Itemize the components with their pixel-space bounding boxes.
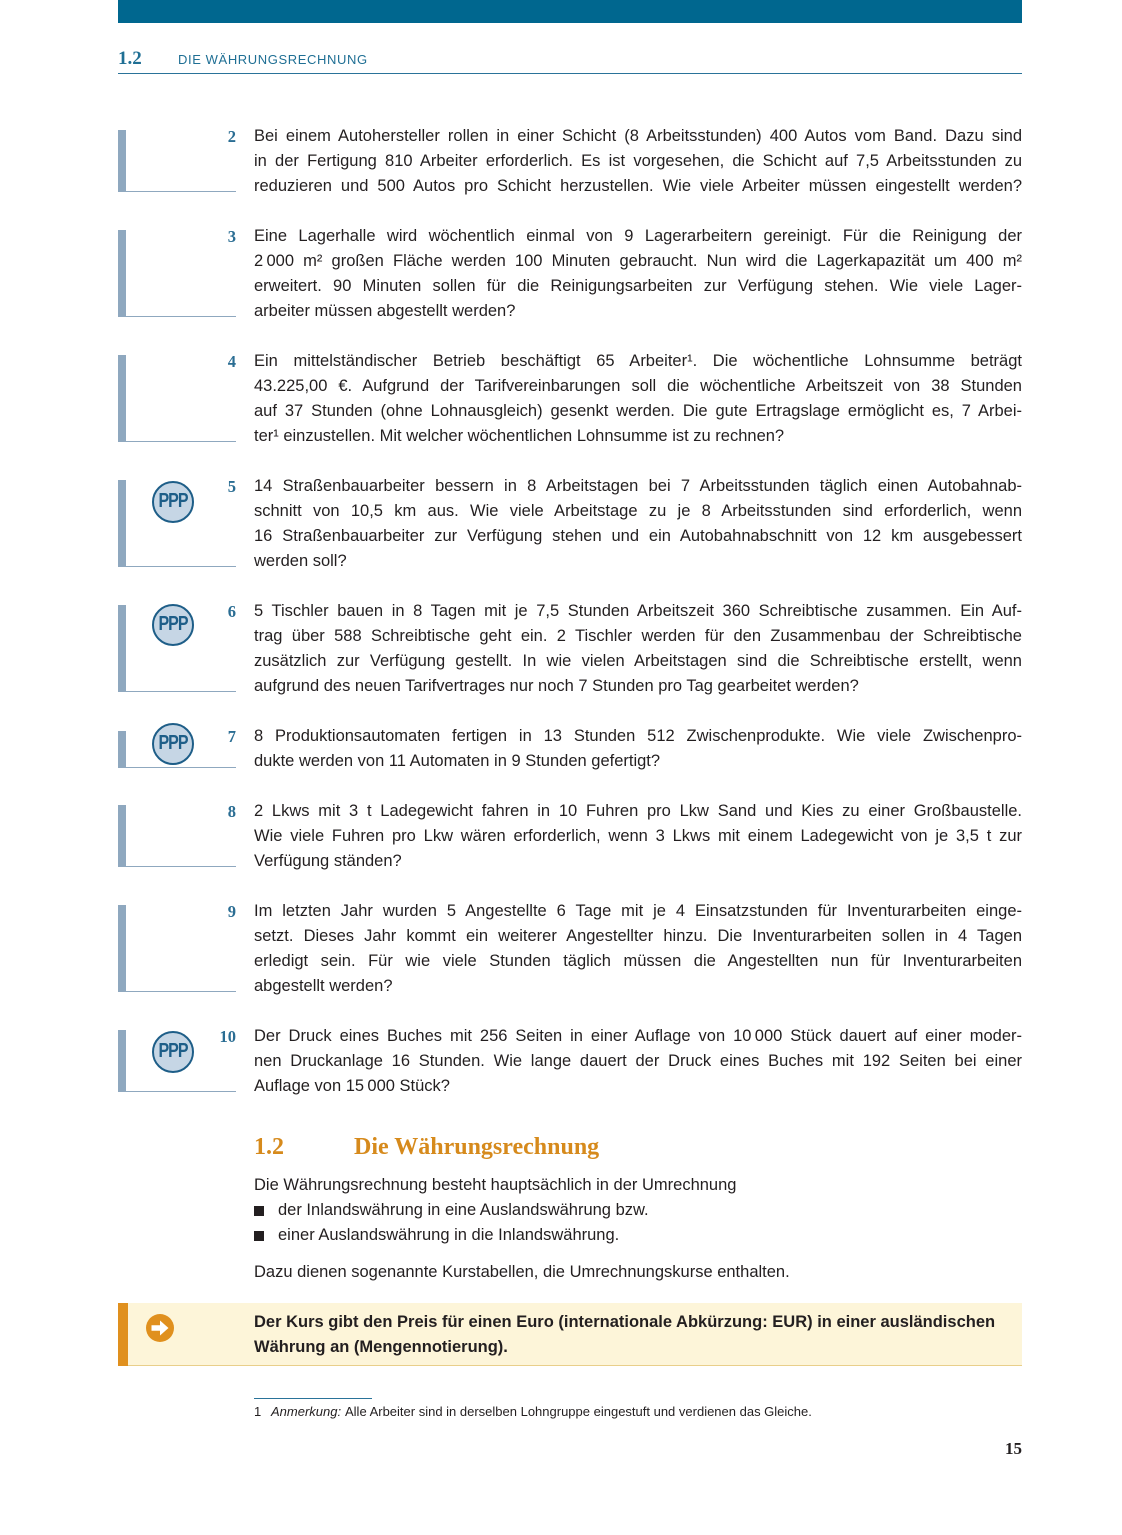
top-color-bar bbox=[118, 0, 1022, 23]
definition-line: Der Kurs gibt den Preis für einen Euro (internationale Abkürzung: EUR) in einer ausländischen bbox=[254, 1313, 996, 1331]
footnote-marker: 1 bbox=[254, 1404, 262, 1419]
text-line: Verfügung ständen? bbox=[254, 852, 402, 870]
exercise-10 bbox=[0, 1024, 1122, 1124]
margin-bar bbox=[118, 805, 126, 867]
text-line: Wie viele Fuhren pro Lkw wären erforderlich, wenn 3 Lkws mit einem Ladegewicht von je 3,5 t zur bbox=[254, 827, 1022, 845]
definition-accent-bar bbox=[118, 1303, 128, 1366]
header-rule bbox=[118, 73, 1022, 74]
exercise-number: 7 bbox=[227, 727, 236, 746]
ppp-label: PPP bbox=[158, 613, 188, 635]
text-line: 16 Straßenbauarbeiter zur Verfügung stehen und ein Autobahnabschnitt von 12 km ausgebessert bbox=[254, 527, 1022, 545]
text-line: werden soll? bbox=[254, 552, 347, 570]
margin-rule bbox=[118, 767, 236, 768]
text-line: zusätzlich zur Verfügung gestellt. In wie vielen Arbeitstagen sind die Schreibtische erstellt, wenn bbox=[254, 652, 1022, 670]
exercise-2 bbox=[0, 124, 1122, 224]
exercise-number: 8 bbox=[227, 802, 236, 821]
exercise-number: 2 bbox=[227, 127, 236, 146]
text-line: arbeiter müssen abgestellt werden? bbox=[254, 302, 516, 320]
text-line: auf 37 Stunden (ohne Lohnausgleich) gesenkt werden. Die gute Ertragslage ermöglicht es, 7 Arbei- bbox=[254, 402, 1022, 420]
exercise-text bbox=[254, 899, 1022, 999]
page-number: 15 bbox=[1005, 1439, 1022, 1458]
list-item-text: der Inlandswährung in eine Auslandswährung bzw. bbox=[278, 1201, 649, 1219]
ppp-label: PPP bbox=[158, 490, 188, 512]
definition-text bbox=[254, 1310, 1022, 1360]
exercise-text bbox=[254, 124, 1022, 199]
text-line: in der Fertigung 810 Arbeiter erforderlich. Es ist vorgesehen, die Schicht auf 7,5 Arbeitsstunden zu bbox=[254, 152, 1022, 170]
exercise-4 bbox=[0, 349, 1122, 449]
text-line: Der Druck eines Buches mit 256 Seiten in einer Auflage von 10 000 Stück dauert auf einer moder- bbox=[254, 1027, 1022, 1045]
text-line: 2 000 m² großen Fläche werden 100 Minuten gebraucht. Nun wird die Lagerkapazität um 400 m² bbox=[254, 252, 1022, 270]
margin-bar bbox=[118, 605, 126, 692]
margin-rule bbox=[118, 566, 236, 567]
exercise-6 bbox=[0, 599, 1122, 699]
margin-rule bbox=[118, 866, 236, 867]
text-line: nen Druckanlage 16 Stunden. Wie lange dauert der Druck eines Buches mit 192 Seiten bei einer bbox=[254, 1052, 1022, 1070]
margin-bar bbox=[118, 480, 126, 567]
text-line: ter¹ einzustellen. Mit welcher wöchentlichen Lohnsumme ist zu rechnen? bbox=[254, 427, 785, 445]
text-line: 8 Produktionsautomaten fertigen in 13 Stunden 512 Zwischenprodukte. Wie viele Zwischenpro- bbox=[254, 727, 1022, 745]
text-line: 43.225,00 €. Aufgrund der Tarifvereinbarungen soll die wöchentliche Arbeitszeit von 38 Stunden bbox=[254, 377, 1022, 395]
definition-box bbox=[118, 1303, 1022, 1366]
exercise-text bbox=[254, 724, 1022, 774]
exercise-number: 4 bbox=[227, 352, 236, 371]
text-line: aufgrund des neuen Tarifvertrages nur noch 7 Stunden pro Tag gearbeitet werden? bbox=[254, 677, 859, 695]
ppp-icon bbox=[152, 723, 194, 765]
list-item bbox=[254, 1198, 1022, 1223]
footnote bbox=[254, 1404, 1022, 1420]
ppp-icon bbox=[152, 481, 194, 523]
exercise-text bbox=[254, 349, 1022, 449]
text-line: trag über 588 Schreibtische geht ein. 2 Tischler werden für den Zusammenbau der Schreibtische bbox=[254, 627, 1022, 645]
margin-bar bbox=[118, 731, 126, 768]
section-intro: Die Währungsrechnung besteht hauptsächlich in der Umrechnung bbox=[254, 1176, 737, 1194]
section-outro: Dazu dienen sogenannte Kurstabellen, die Umrechnungskurse enthalten. bbox=[254, 1263, 790, 1281]
footnote-label: Anmerkung: bbox=[271, 1404, 342, 1419]
margin-rule bbox=[118, 316, 236, 317]
text-line: erweitert. 90 Minuten sollen für die Reinigungsarbeiten zur Verfügung stehen. Wie viele Lager- bbox=[254, 277, 1022, 295]
text-line: Im letzten Jahr wurden 5 Angestellte 6 Tage mit je 4 Einsatzstunden für Inventurarbeiten einge- bbox=[254, 902, 1022, 920]
margin-bar bbox=[118, 130, 126, 192]
ppp-label: PPP bbox=[158, 1040, 188, 1062]
margin-bar bbox=[118, 355, 126, 442]
exercise-3 bbox=[0, 224, 1122, 324]
text-line: 14 Straßenbauarbeiter bessern in 8 Arbeitstagen bei 7 Arbeitsstunden täglich einen Autobahnab- bbox=[254, 477, 1022, 495]
exercise-text bbox=[254, 474, 1022, 574]
exercise-5 bbox=[0, 474, 1122, 574]
ppp-label: PPP bbox=[158, 732, 188, 754]
exercise-number: 6 bbox=[227, 602, 236, 621]
ppp-icon bbox=[152, 1031, 194, 1073]
margin-rule bbox=[118, 191, 236, 192]
text-line: Eine Lagerhalle wird wöchentlich einmal von 9 Lagerarbeitern gereinigt. Für die Reinigung der bbox=[254, 227, 1022, 245]
margin-rule bbox=[118, 691, 236, 692]
text-line: Bei einem Autohersteller rollen in einer Schicht (8 Arbeitsstunden) 400 Autos vom Band. Dazu sind bbox=[254, 127, 1022, 145]
footnote-rule bbox=[254, 1398, 372, 1399]
section-title: Die Währungsrechnung bbox=[354, 1134, 600, 1160]
text-line: reduzieren und 500 Autos pro Schicht herzustellen. Wie viele Arbeiter müssen eingestellt werden? bbox=[254, 177, 1022, 195]
text-line: 5 Tischler bauen in 8 Tagen mit je 7,5 Stunden Arbeitszeit 360 Schreibtische zusammen. Ein Auf- bbox=[254, 602, 1022, 620]
text-line: erledigt sein. Für wie viele Stunden täglich müssen die Angestellten nun für Inventurarbeiten bbox=[254, 952, 1022, 970]
margin-bar bbox=[118, 1030, 126, 1092]
section-number: 1.2 bbox=[254, 1134, 284, 1160]
text-line: dukte werden von 11 Automaten in 9 Stunden gefertigt? bbox=[254, 752, 661, 770]
margin-bar bbox=[118, 905, 126, 992]
text-line: schnitt von 10,5 km aus. Wie viele Arbeitstage zu je 8 Arbeitsstunden sind erforderlich, wenn bbox=[254, 502, 1022, 520]
text-line: Ein mittelständischer Betrieb beschäftigt 65 Arbeiter¹. Die wöchentliche Lohnsumme beträgt bbox=[254, 352, 1022, 370]
margin-bar bbox=[118, 230, 126, 317]
exercise-text bbox=[254, 599, 1022, 699]
text-line: abgestellt werden? bbox=[254, 977, 393, 995]
exercise-number: 9 bbox=[227, 902, 236, 921]
arrow-right-icon bbox=[145, 1313, 175, 1343]
text-line: 2 Lkws mit 3 t Ladegewicht fahren in 10 Fuhren pro Lkw Sand und Kies zu einer Großbaustelle. bbox=[254, 802, 1022, 820]
definition-line: Währung an (Mengennotierung). bbox=[254, 1338, 508, 1356]
bullet-square-icon bbox=[254, 1206, 264, 1216]
exercise-number: 10 bbox=[219, 1027, 236, 1046]
margin-rule bbox=[118, 441, 236, 442]
exercise-9 bbox=[0, 899, 1122, 999]
exercise-number: 5 bbox=[227, 477, 236, 496]
exercise-8 bbox=[0, 799, 1122, 899]
exercise-text bbox=[254, 1024, 1022, 1099]
exercise-number: 3 bbox=[227, 227, 236, 246]
margin-rule bbox=[118, 991, 236, 992]
margin-rule bbox=[118, 1091, 236, 1092]
ppp-icon bbox=[152, 604, 194, 646]
list-item-text: einer Auslandswährung in die Inlandswährung. bbox=[278, 1226, 620, 1244]
header-section-number: 1.2 bbox=[118, 48, 142, 69]
list-item bbox=[254, 1223, 1022, 1248]
header-section-title: DIE WÄHRUNGSRECHNUNG bbox=[178, 52, 368, 67]
text-line: setzt. Dieses Jahr kommt ein weiterer Angestellter hinzu. Die Inventurarbeiten sollen in 4 Tagen bbox=[254, 927, 1022, 945]
exercise-text bbox=[254, 799, 1022, 874]
exercise-text bbox=[254, 224, 1022, 324]
bullet-square-icon bbox=[254, 1231, 264, 1241]
text-line: Auflage von 15 000 Stück? bbox=[254, 1077, 450, 1095]
footnote-text: Alle Arbeiter sind in derselben Lohngruppe eingestuft und verdienen das Gleiche. bbox=[345, 1404, 812, 1419]
